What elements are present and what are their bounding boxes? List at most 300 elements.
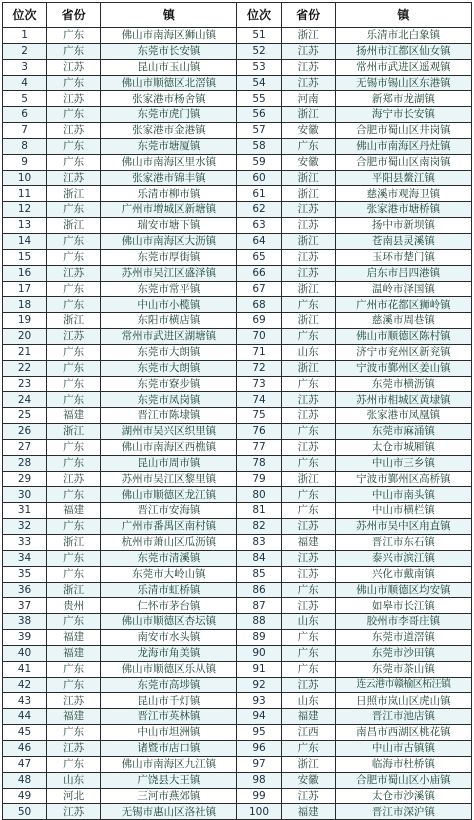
- rank-cell: 99: [237, 788, 281, 804]
- province-cell: 广东: [281, 740, 335, 756]
- table-row: [3, 107, 472, 123]
- town-cell: 温岭市泽国镇: [335, 281, 471, 297]
- province-cell: 广东: [281, 424, 335, 440]
- rank-cell: 20: [3, 329, 47, 345]
- rank-cell: 79: [237, 471, 281, 487]
- province-cell: 福建: [281, 804, 335, 820]
- town-cell: 乐清市北白象镇: [335, 28, 471, 44]
- rank-cell: 3: [3, 59, 47, 75]
- table-row: [3, 43, 472, 59]
- table-row: [3, 455, 472, 471]
- header-town: 镇: [335, 3, 471, 28]
- province-cell: 江苏: [281, 408, 335, 424]
- rank-cell: 96: [237, 740, 281, 756]
- rank-cell: 13: [3, 218, 47, 234]
- table-row: [3, 424, 472, 440]
- rank-cell: 36: [3, 582, 47, 598]
- rank-cell: 48: [3, 772, 47, 788]
- province-cell: 广东: [281, 630, 335, 646]
- rank-cell: 94: [237, 709, 281, 725]
- province-cell: 安徽: [281, 123, 335, 139]
- province-cell: 浙江: [281, 186, 335, 202]
- town-cell: 合肥市蜀山区小庙镇: [335, 772, 471, 788]
- town-cell: 海宁市长安镇: [335, 107, 471, 123]
- rank-cell: 80: [237, 487, 281, 503]
- rank-cell: 45: [3, 725, 47, 741]
- town-cell: 如皋市长江镇: [335, 598, 471, 614]
- header-rank: 位次: [3, 3, 47, 28]
- rank-cell: 95: [237, 725, 281, 741]
- town-cell: 张家港市锦丰镇: [101, 170, 237, 186]
- town-cell: 兴化市戴南镇: [335, 566, 471, 582]
- province-cell: 江苏: [281, 249, 335, 265]
- province-cell: 浙江: [281, 281, 335, 297]
- province-cell: 广东: [47, 661, 101, 677]
- province-cell: 广东: [47, 677, 101, 693]
- town-cell: 太仓市沙溪镇: [335, 788, 471, 804]
- town-cell: 广州市增城区新塘镇: [101, 202, 237, 218]
- table-row: [3, 249, 472, 265]
- province-cell: 广东: [47, 376, 101, 392]
- rank-cell: 59: [237, 154, 281, 170]
- rank-cell: 31: [3, 503, 47, 519]
- province-cell: 河北: [47, 788, 101, 804]
- town-cell: 启东市吕四港镇: [335, 265, 471, 281]
- province-cell: 浙江: [281, 233, 335, 249]
- town-cell: 南安市水头镇: [101, 630, 237, 646]
- town-cell: 苏州市相城区黄埭镇: [335, 392, 471, 408]
- rank-cell: 53: [237, 59, 281, 75]
- province-cell: 江苏: [47, 123, 101, 139]
- province-cell: 江苏: [47, 693, 101, 709]
- town-cell: 湖州市吴兴区织里镇: [101, 424, 237, 440]
- province-cell: 江苏: [47, 804, 101, 820]
- province-cell: 江苏: [281, 550, 335, 566]
- province-cell: 广东: [47, 566, 101, 582]
- table-row: [3, 392, 472, 408]
- province-cell: 广东: [47, 439, 101, 455]
- province-cell: 福建: [47, 503, 101, 519]
- table-row: [3, 281, 472, 297]
- province-cell: 安徽: [281, 772, 335, 788]
- town-cell: 东莞市高埗镇: [101, 677, 237, 693]
- province-cell: 广东: [47, 75, 101, 91]
- province-cell: 江苏: [281, 677, 335, 693]
- town-cell: 佛山市顺德区北滘镇: [101, 75, 237, 91]
- table-row: [3, 313, 472, 329]
- province-cell: 福建: [47, 709, 101, 725]
- town-cell: 晋江市池店镇: [335, 709, 471, 725]
- province-cell: 广东: [47, 249, 101, 265]
- town-cell: 合肥市蜀山区井岗镇: [335, 123, 471, 139]
- table-row: [3, 709, 472, 725]
- province-cell: 河南: [281, 91, 335, 107]
- province-cell: 江苏: [281, 59, 335, 75]
- rank-cell: 27: [3, 439, 47, 455]
- town-cell: 杭州市萧山区瓜沥镇: [101, 535, 237, 551]
- province-cell: 广东: [47, 202, 101, 218]
- province-cell: 广东: [47, 756, 101, 772]
- town-cell: 晋江市深沪镇: [335, 804, 471, 820]
- rank-cell: 41: [3, 661, 47, 677]
- rank-cell: 19: [3, 313, 47, 329]
- table-row: [3, 265, 472, 281]
- town-cell: 晋江市英林镇: [101, 709, 237, 725]
- town-cell: 晋江市陈埭镇: [101, 408, 237, 424]
- town-cell: 苏州市吴江区黎里镇: [101, 471, 237, 487]
- province-cell: 广东: [47, 43, 101, 59]
- rank-cell: 82: [237, 519, 281, 535]
- rank-cell: 32: [3, 519, 47, 535]
- table-row: [3, 360, 472, 376]
- town-cell: 佛山市南海区狮山镇: [101, 28, 237, 44]
- province-cell: 广东: [281, 661, 335, 677]
- province-cell: 广东: [47, 154, 101, 170]
- rank-cell: 58: [237, 138, 281, 154]
- town-cell: 慈溪市周巷镇: [335, 313, 471, 329]
- town-cell: 无锡市惠山区洛社镇: [101, 804, 237, 820]
- rank-cell: 71: [237, 344, 281, 360]
- town-cell: 中山市古镇镇: [335, 740, 471, 756]
- rank-cell: 67: [237, 281, 281, 297]
- town-cell: 东莞市大朗镇: [101, 360, 237, 376]
- province-cell: 广东: [47, 392, 101, 408]
- rank-cell: 24: [3, 392, 47, 408]
- rank-cell: 6: [3, 107, 47, 123]
- rank-cell: 7: [3, 123, 47, 139]
- province-cell: 福建: [47, 645, 101, 661]
- province-cell: 广东: [281, 582, 335, 598]
- rank-cell: 62: [237, 202, 281, 218]
- town-cell: 连云港市赣榆区柘汪镇: [335, 677, 471, 693]
- rank-cell: 52: [237, 43, 281, 59]
- province-cell: 江苏: [281, 519, 335, 535]
- town-cell: 晋江市东石镇: [335, 535, 471, 551]
- rank-cell: 64: [237, 233, 281, 249]
- rank-cell: 25: [3, 408, 47, 424]
- table-row: [3, 408, 472, 424]
- table-row: [3, 645, 472, 661]
- table-row: [3, 154, 472, 170]
- table-row: [3, 186, 472, 202]
- town-cell: 太仓市城厢镇: [335, 439, 471, 455]
- rank-cell: 8: [3, 138, 47, 154]
- table-row: [3, 566, 472, 582]
- town-ranking-table: [2, 2, 472, 820]
- town-cell: 东莞市厚街镇: [101, 249, 237, 265]
- header-province: 省份: [47, 3, 101, 28]
- table-row: [3, 630, 472, 646]
- table-row: [3, 519, 472, 535]
- town-cell: 张家港市凤凰镇: [335, 408, 471, 424]
- rank-cell: 50: [3, 804, 47, 820]
- rank-cell: 10: [3, 170, 47, 186]
- province-cell: 广东: [47, 344, 101, 360]
- rank-cell: 89: [237, 630, 281, 646]
- province-cell: 江西: [281, 725, 335, 741]
- town-cell: 玉环市楚门镇: [335, 249, 471, 265]
- rank-cell: 85: [237, 566, 281, 582]
- rank-cell: 54: [237, 75, 281, 91]
- province-cell: 山东: [281, 344, 335, 360]
- rank-cell: 16: [3, 265, 47, 281]
- table-row: [3, 788, 472, 804]
- town-cell: 东莞市清溪镇: [101, 550, 237, 566]
- province-cell: 江苏: [281, 43, 335, 59]
- province-cell: 浙江: [281, 313, 335, 329]
- province-cell: 广东: [47, 281, 101, 297]
- town-cell: 龙海市角美镇: [101, 645, 237, 661]
- rank-cell: 22: [3, 360, 47, 376]
- town-cell: 扬中市新坝镇: [335, 218, 471, 234]
- town-cell: 东莞市横沥镇: [335, 376, 471, 392]
- rank-cell: 40: [3, 645, 47, 661]
- rank-cell: 37: [3, 598, 47, 614]
- town-cell: 乐清市柳市镇: [101, 186, 237, 202]
- rank-cell: 23: [3, 376, 47, 392]
- province-cell: 广东: [47, 138, 101, 154]
- town-cell: 佛山市顺德区乐从镇: [101, 661, 237, 677]
- town-cell: 三河市燕郊镇: [101, 788, 237, 804]
- town-cell: 中山市三乡镇: [335, 455, 471, 471]
- rank-cell: 87: [237, 598, 281, 614]
- town-cell: 昆山市千灯镇: [101, 693, 237, 709]
- town-cell: 东莞市沙田镇: [335, 645, 471, 661]
- province-cell: 浙江: [47, 535, 101, 551]
- town-cell: 慈溪市观海卫镇: [335, 186, 471, 202]
- town-cell: 佛山市顺德区龙江镇: [101, 487, 237, 503]
- province-cell: 江苏: [47, 59, 101, 75]
- town-cell: 中山市南头镇: [335, 487, 471, 503]
- town-cell: 东莞市虎门镇: [101, 107, 237, 123]
- province-cell: 广东: [47, 233, 101, 249]
- rank-cell: 28: [3, 455, 47, 471]
- rank-cell: 9: [3, 154, 47, 170]
- rank-cell: 29: [3, 471, 47, 487]
- town-cell: 东莞市道滘镇: [335, 630, 471, 646]
- rank-cell: 83: [237, 535, 281, 551]
- table-row: [3, 677, 472, 693]
- rank-cell: 49: [3, 788, 47, 804]
- province-cell: 江苏: [281, 202, 335, 218]
- province-cell: 江苏: [47, 170, 101, 186]
- town-cell: 广州市番禺区南村镇: [101, 519, 237, 535]
- rank-cell: 4: [3, 75, 47, 91]
- province-cell: 江苏: [281, 788, 335, 804]
- province-cell: 广东: [281, 297, 335, 313]
- province-cell: 广东: [47, 487, 101, 503]
- town-cell: 佛山市顺德区均安镇: [335, 582, 471, 598]
- table-row: [3, 170, 472, 186]
- table-row: [3, 756, 472, 772]
- rank-cell: 70: [237, 329, 281, 345]
- table-row: [3, 344, 472, 360]
- town-cell: 中山市坦洲镇: [101, 725, 237, 741]
- rank-cell: 73: [237, 376, 281, 392]
- province-cell: 江苏: [47, 471, 101, 487]
- rank-cell: 100: [237, 804, 281, 820]
- rank-cell: 26: [3, 424, 47, 440]
- table-row: [3, 329, 472, 345]
- table-row: [3, 725, 472, 741]
- province-cell: 江苏: [281, 598, 335, 614]
- rank-cell: 93: [237, 693, 281, 709]
- table-row: [3, 91, 472, 107]
- province-cell: 浙江: [281, 107, 335, 123]
- town-cell: 合肥市蜀山区南岗镇: [335, 154, 471, 170]
- province-cell: 广东: [281, 487, 335, 503]
- rank-cell: 97: [237, 756, 281, 772]
- rank-cell: 43: [3, 693, 47, 709]
- province-cell: 广东: [47, 107, 101, 123]
- province-cell: 浙江: [281, 471, 335, 487]
- table-row: [3, 376, 472, 392]
- rank-cell: 91: [237, 661, 281, 677]
- province-cell: 浙江: [47, 218, 101, 234]
- rank-cell: 76: [237, 424, 281, 440]
- town-cell: 东阳市横店镇: [101, 313, 237, 329]
- town-cell: 东莞市麻涌镇: [335, 424, 471, 440]
- rank-cell: 46: [3, 740, 47, 756]
- province-cell: 江苏: [281, 566, 335, 582]
- rank-cell: 21: [3, 344, 47, 360]
- table-row: [3, 503, 472, 519]
- rank-cell: 47: [3, 756, 47, 772]
- province-cell: 广东: [47, 614, 101, 630]
- table-row: [3, 28, 472, 44]
- town-cell: 东莞市大岭山镇: [101, 566, 237, 582]
- table-row: [3, 693, 472, 709]
- province-cell: 浙江: [281, 28, 335, 44]
- province-cell: 广东: [47, 297, 101, 313]
- town-cell: 东莞市寮步镇: [101, 376, 237, 392]
- rank-cell: 66: [237, 265, 281, 281]
- province-cell: 江苏: [281, 75, 335, 91]
- table-row: [3, 233, 472, 249]
- province-cell: 广东: [47, 519, 101, 535]
- province-cell: 广东: [281, 503, 335, 519]
- town-cell: 佛山市南海区九江镇: [101, 756, 237, 772]
- province-cell: 江苏: [47, 265, 101, 281]
- town-cell: 苏州市吴江区盛泽镇: [101, 265, 237, 281]
- town-cell: 宁波市鄞州区姜山镇: [335, 360, 471, 376]
- town-cell: 张家港市杨舍镇: [101, 91, 237, 107]
- town-cell: 中山市小榄镇: [101, 297, 237, 313]
- rank-cell: 51: [237, 28, 281, 44]
- rank-cell: 1: [3, 28, 47, 44]
- town-cell: 广饶县大王镇: [101, 772, 237, 788]
- town-cell: 东莞市常平镇: [101, 281, 237, 297]
- province-cell: 江苏: [47, 740, 101, 756]
- province-cell: 江苏: [47, 91, 101, 107]
- rank-cell: 42: [3, 677, 47, 693]
- province-cell: 江苏: [281, 439, 335, 455]
- rank-cell: 35: [3, 566, 47, 582]
- province-cell: 浙江: [47, 313, 101, 329]
- province-cell: 广东: [47, 28, 101, 44]
- province-cell: 福建: [281, 709, 335, 725]
- rank-cell: 74: [237, 392, 281, 408]
- rank-cell: 63: [237, 218, 281, 234]
- town-cell: 昆山市玉山镇: [101, 59, 237, 75]
- town-cell: 佛山市南海区里水镇: [101, 154, 237, 170]
- rank-cell: 34: [3, 550, 47, 566]
- province-cell: 广东: [281, 455, 335, 471]
- rank-cell: 12: [3, 202, 47, 218]
- rank-cell: 92: [237, 677, 281, 693]
- table-row: [3, 138, 472, 154]
- province-cell: 浙江: [47, 186, 101, 202]
- town-cell: 临海市杜桥镇: [335, 756, 471, 772]
- province-cell: 山东: [47, 772, 101, 788]
- table-row: [3, 123, 472, 139]
- province-cell: 浙江: [47, 424, 101, 440]
- rank-cell: 17: [3, 281, 47, 297]
- province-cell: 广东: [281, 376, 335, 392]
- province-cell: 福建: [47, 630, 101, 646]
- rank-cell: 30: [3, 487, 47, 503]
- rank-cell: 56: [237, 107, 281, 123]
- province-cell: 江苏: [281, 265, 335, 281]
- province-cell: 浙江: [281, 756, 335, 772]
- town-cell: 新郑市龙湖镇: [335, 91, 471, 107]
- rank-cell: 61: [237, 186, 281, 202]
- province-cell: 广东: [47, 360, 101, 376]
- table-row: [3, 439, 472, 455]
- header-province: 省份: [281, 3, 335, 28]
- town-cell: 日照市岚山区虎山镇: [335, 693, 471, 709]
- town-cell: 济宁市兖州区新兖镇: [335, 344, 471, 360]
- town-cell: 东莞市大朗镇: [101, 344, 237, 360]
- province-cell: 浙江: [281, 360, 335, 376]
- town-cell: 常州市武进区湖塘镇: [101, 329, 237, 345]
- header-town: 镇: [101, 3, 237, 28]
- town-cell: 东莞市长安镇: [101, 43, 237, 59]
- province-cell: 福建: [281, 535, 335, 551]
- rank-cell: 14: [3, 233, 47, 249]
- town-cell: 南昌市西湖区桃花镇: [335, 725, 471, 741]
- town-cell: 佛山市顺德区陈村镇: [335, 329, 471, 345]
- town-cell: 宁波市鄞州区高桥镇: [335, 471, 471, 487]
- rank-cell: 98: [237, 772, 281, 788]
- town-cell: 常州市武进区遥观镇: [335, 59, 471, 75]
- province-cell: 广东: [281, 138, 335, 154]
- rank-cell: 15: [3, 249, 47, 265]
- town-cell: 泰兴市滨江镇: [335, 550, 471, 566]
- rank-cell: 5: [3, 91, 47, 107]
- province-cell: 广东: [47, 725, 101, 741]
- rank-cell: 18: [3, 297, 47, 313]
- rank-cell: 2: [3, 43, 47, 59]
- town-cell: 诸暨市店口镇: [101, 740, 237, 756]
- town-cell: 张家港市金港镇: [101, 123, 237, 139]
- table-row: [3, 471, 472, 487]
- town-cell: 东莞市凤岗镇: [101, 392, 237, 408]
- town-cell: 佛山市顺德区杏坛镇: [101, 614, 237, 630]
- rank-cell: 57: [237, 123, 281, 139]
- town-cell: 佛山市南海区丹灶镇: [335, 138, 471, 154]
- table-row: [3, 218, 472, 234]
- province-cell: 江苏: [281, 218, 335, 234]
- rank-cell: 39: [3, 630, 47, 646]
- table-row: [3, 582, 472, 598]
- town-cell: 无锡市锡山区东港镇: [335, 75, 471, 91]
- town-cell: 胶州市李哥庄镇: [335, 614, 471, 630]
- town-cell: 佛山市南海区西樵镇: [101, 439, 237, 455]
- town-cell: 广州市花都区狮岭镇: [335, 297, 471, 313]
- province-cell: 浙江: [281, 170, 335, 186]
- town-cell: 东莞市塘厦镇: [101, 138, 237, 154]
